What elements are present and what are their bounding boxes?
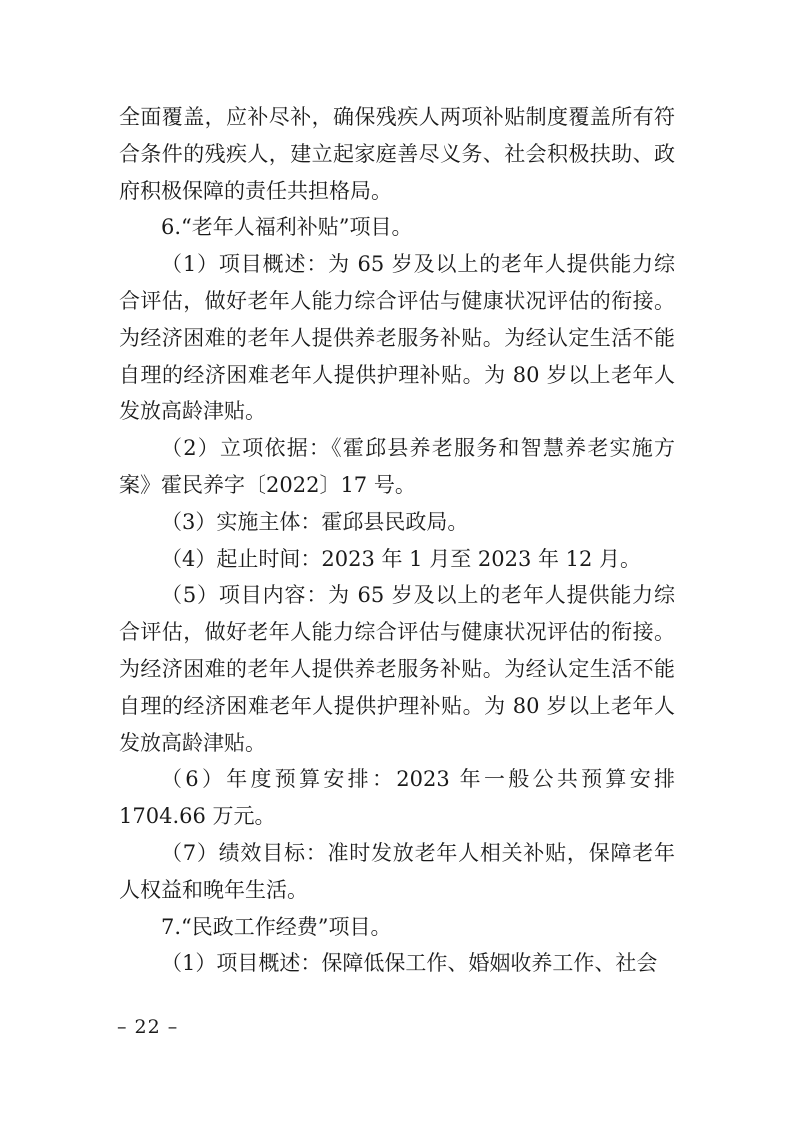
paragraph-period: （4）起止时间：2023 年 1 月至 2023 年 12 月。	[161, 546, 642, 571]
paragraph-continuation: 全面覆盖，应补尽补，确保残疾人两项补贴制度覆盖所有符合条件的残疾人，建立起家庭善尽义务、社会积极扶助、政府积极保障的责任共担格局。	[119, 105, 675, 203]
body-text	[119, 99, 675, 982]
paragraph-project-overview: （1）项目概述：为 65 岁及以上的老年人提供能力综合评估，做好老年人能力综合评估与健康状况评估的衔接。为经济困难的老年人提供养老服务补贴。为经认定生活不能自理的经济困难老年人提供护理补贴。为 80 岁以上老年人发放高龄津贴。	[119, 252, 675, 424]
paragraph-implementing-body: （3）实施主体：霍邱县民政局。	[161, 509, 469, 534]
paragraph-project-content: （5）项目内容：为 65 岁及以上的老年人提供能力综合评估，做好老年人能力综合评估与健康状况评估的衔接。为经济困难的老年人提供养老服务补贴。为经认定生活不能自理的经济困难老年人提供护理补贴。为 80 岁以上老年人发放高龄津贴。	[119, 583, 675, 755]
page-number: – 22 –	[117, 1016, 179, 1038]
paragraph-annual-budget: （6）年度预算安排：2023 年一般公共预算安排 1704.66 万元。	[119, 767, 675, 829]
paragraph-project-overview-7: （1）项目概述：保障低保工作、婚姻收养工作、社会	[161, 951, 658, 976]
paragraph-project-basis: （2）立项依据：《霍邱县养老服务和智慧养老实施方案》霍民养字〔2022〕17 号。	[119, 436, 675, 497]
section-heading-6: 6.“老年人福利补贴”项目。	[161, 215, 413, 240]
section-heading-7: 7.“民政工作经费”项目。	[161, 914, 392, 939]
paragraph-performance-goal: （7）绩效目标：准时发放老年人相关补贴，保障老年人权益和晚年生活。	[119, 840, 675, 902]
